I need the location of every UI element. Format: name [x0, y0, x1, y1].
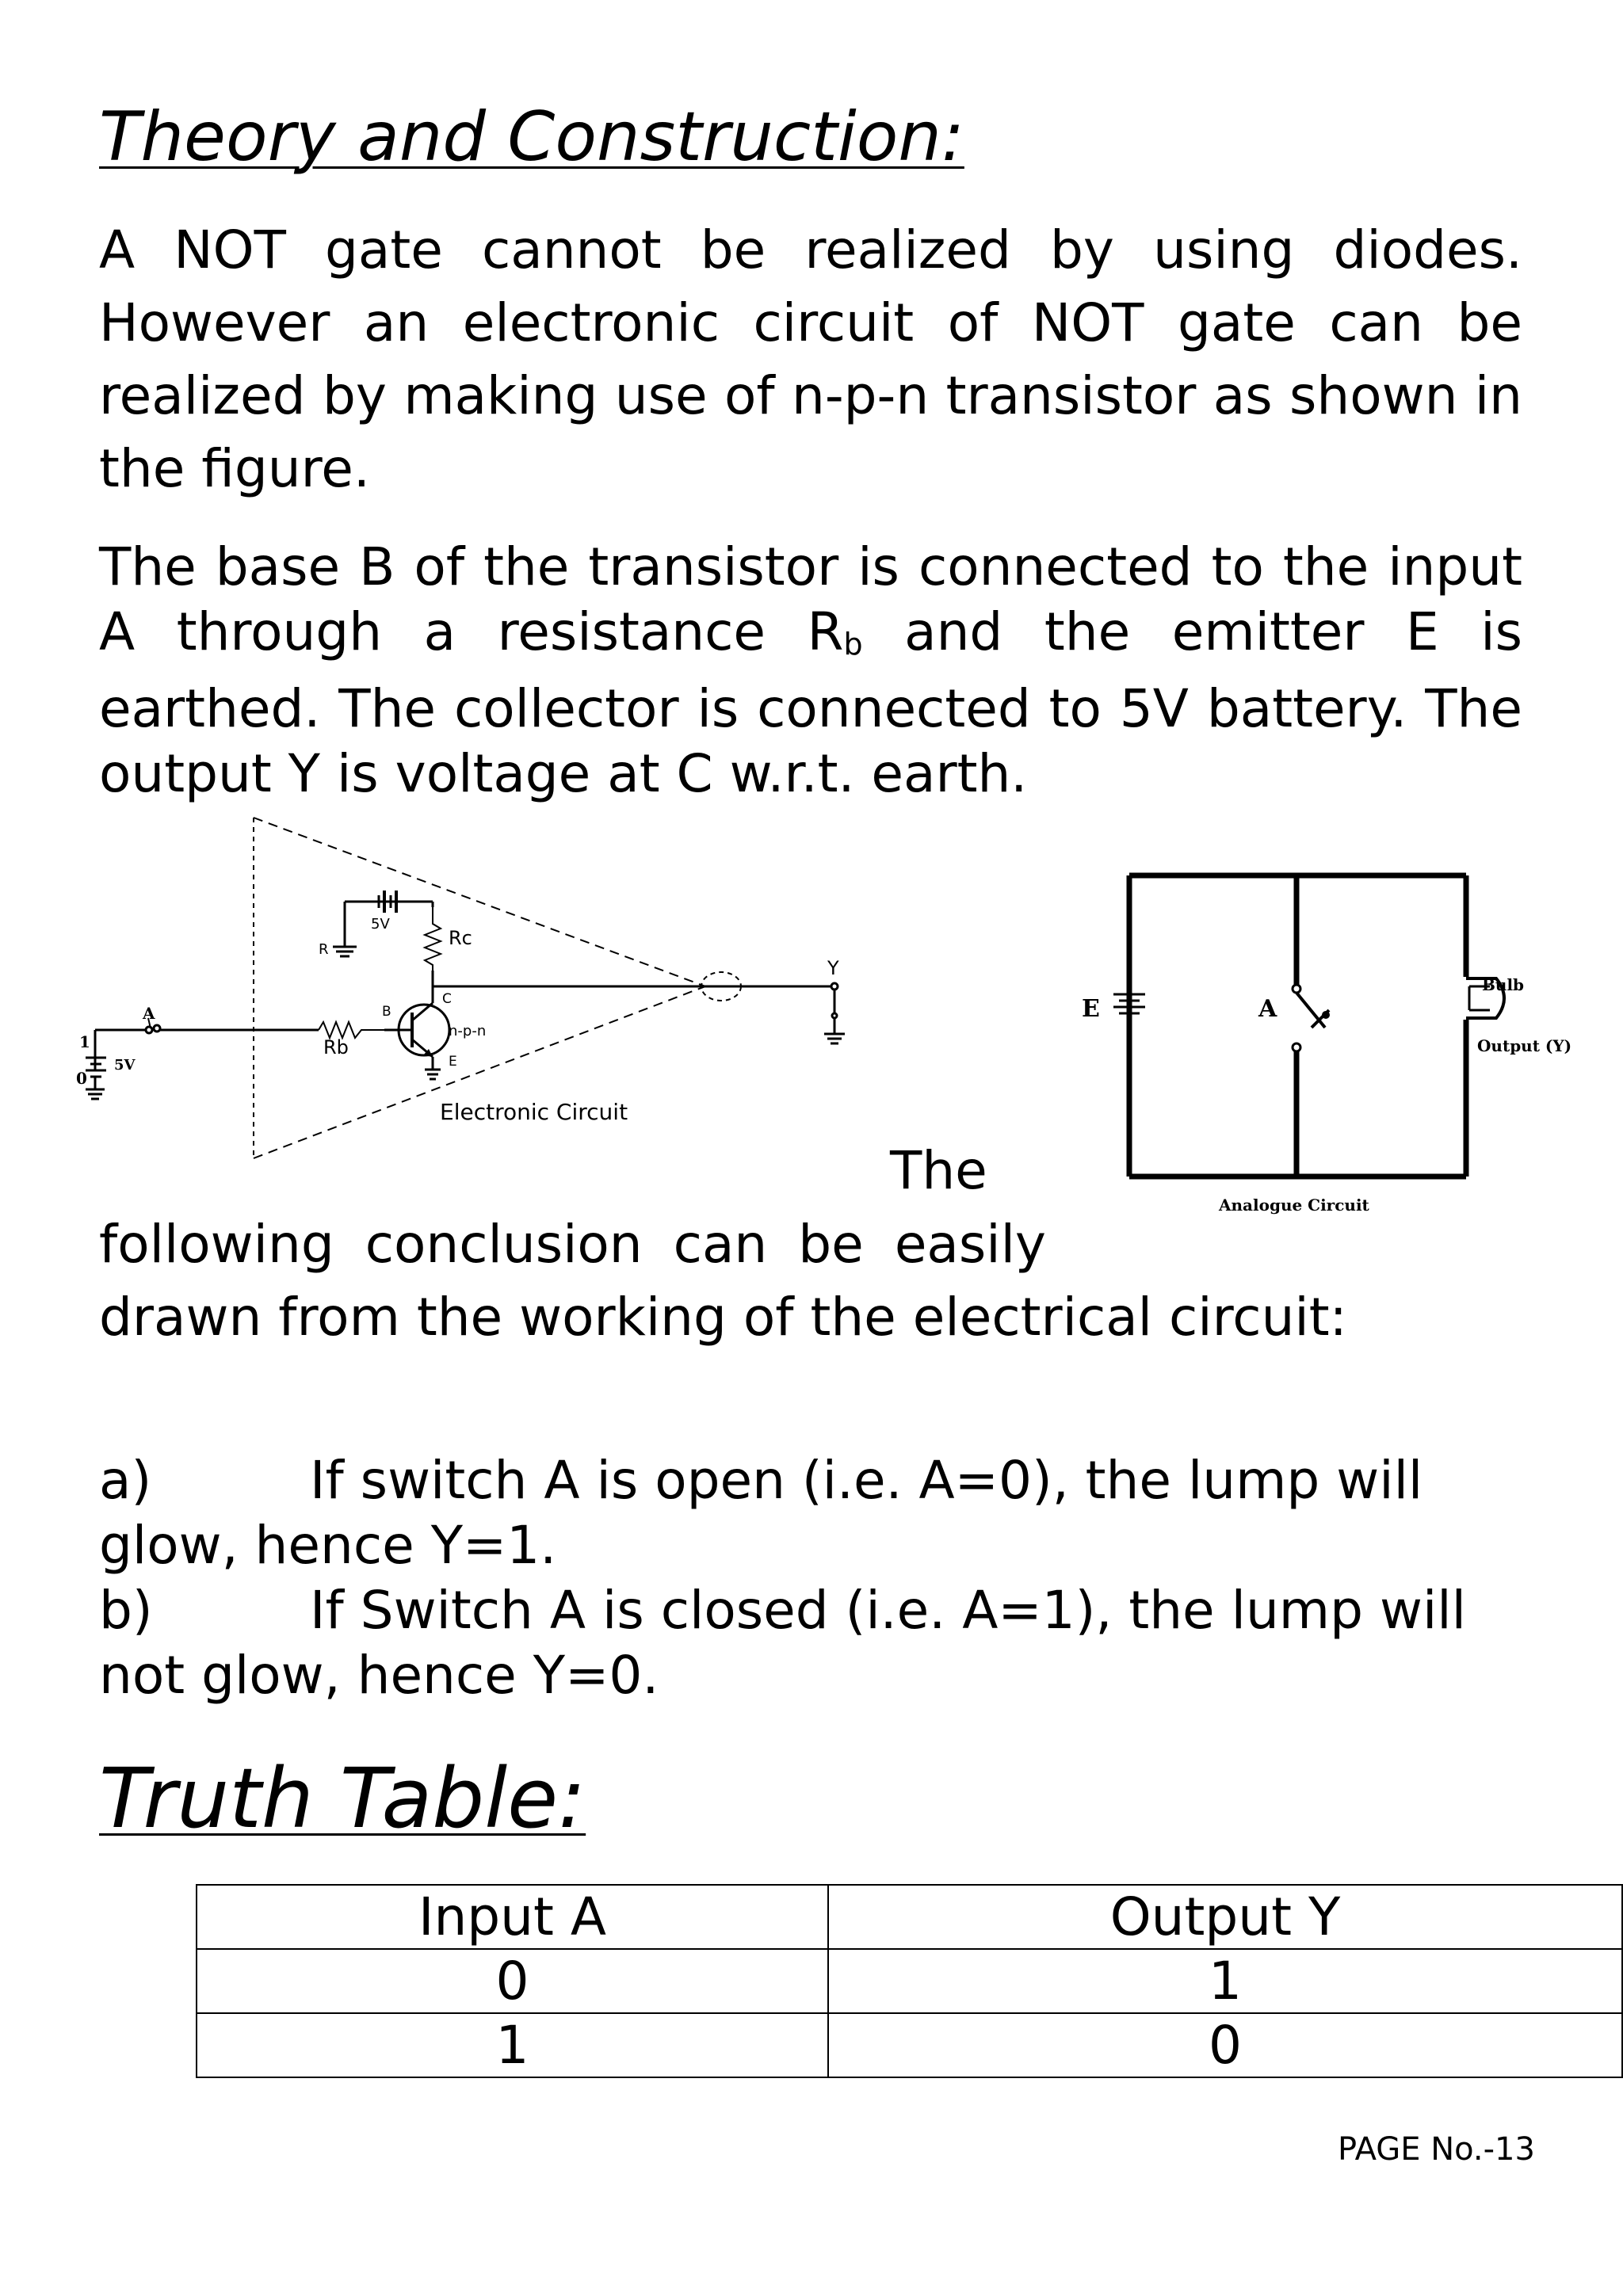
analogue-circuit-caption: Analogue Circuit [1219, 1196, 1369, 1215]
condition-a [99, 1448, 1526, 1578]
label-one: 1 [79, 1032, 90, 1051]
label-zero: 0 [76, 1069, 87, 1088]
label-output-y: Output (Y) [1477, 1036, 1572, 1055]
condition-text-cont: glow, hence Y=1. [99, 1515, 557, 1576]
subscript-b: b [843, 627, 863, 662]
paragraph-text-part: The base B of the transistor is connected to the input A through a resistance R [99, 536, 1522, 662]
label-a-switch: A [1258, 995, 1277, 1023]
table-cell: 0 [197, 1949, 828, 2013]
table-header-row [197, 1885, 1622, 1949]
paragraph-text-part: and the emitter E is earthed. The collector is connected to 5V battery. The output Y is voltage at C w.r.t. earth. [99, 601, 1522, 804]
header-input-a: Input A [197, 1885, 828, 1949]
label-bulb: Bulb [1482, 975, 1525, 994]
truth-table [196, 1884, 1623, 2078]
label-rc: Rc [449, 927, 472, 949]
label-rb: Rb [323, 1036, 349, 1058]
label-a-input: A [143, 1004, 155, 1023]
conclusion-line-3: drawn from the working of the electrical circuit: [99, 1287, 1347, 1348]
electronic-circuit-caption: Electronic Circuit [440, 1099, 628, 1125]
condition-b [99, 1578, 1526, 1708]
label-e-battery: E [1082, 995, 1100, 1023]
conclusion-line-1: The [890, 1140, 987, 1201]
section-heading-truth-table: Truth Table: [99, 1750, 586, 1847]
condition-text-cont: not glow, hence Y=0. [99, 1645, 659, 1706]
label-5v-top: 5V [371, 916, 390, 933]
table-cell: 0 [828, 2013, 1622, 2077]
table-row [197, 2013, 1622, 2077]
condition-label: a) [99, 1450, 152, 1511]
analogue-circuit-diagram [1062, 860, 1601, 1224]
label-r: R [319, 941, 329, 958]
table-cell: 1 [828, 1949, 1622, 2013]
condition-text: If switch A is open (i.e. A=0), the lump will [310, 1450, 1423, 1511]
electronic-circuit-diagram [71, 808, 872, 1173]
section-heading-theory: Theory and Construction: [99, 97, 964, 177]
condition-label: b) [99, 1580, 153, 1641]
condition-text: If Switch A is closed (i.e. A=1), the lump will [310, 1580, 1466, 1641]
label-5v-input: 5V [114, 1057, 136, 1074]
label-npn: n-p-n [449, 1023, 487, 1039]
conclusion-line-2: following conclusion can be easily [99, 1214, 1046, 1275]
label-y: Y [827, 957, 839, 979]
table-row [197, 1949, 1622, 2013]
label-e: E [449, 1054, 457, 1070]
table-cell: 1 [197, 2013, 828, 2077]
paragraph-not-gate-intro: A NOT gate cannot be realized by using diodes. However an electronic circuit of NOT gate can be realized by making use of n-p-n transistor as shown in the figure. [99, 219, 1522, 499]
label-c: C [442, 991, 452, 1007]
label-b: B [382, 1004, 391, 1020]
paragraph-transistor-connection [99, 535, 1522, 807]
header-output-y: Output Y [828, 1885, 1622, 1949]
page-number: PAGE No.-13 [1338, 2131, 1535, 2168]
